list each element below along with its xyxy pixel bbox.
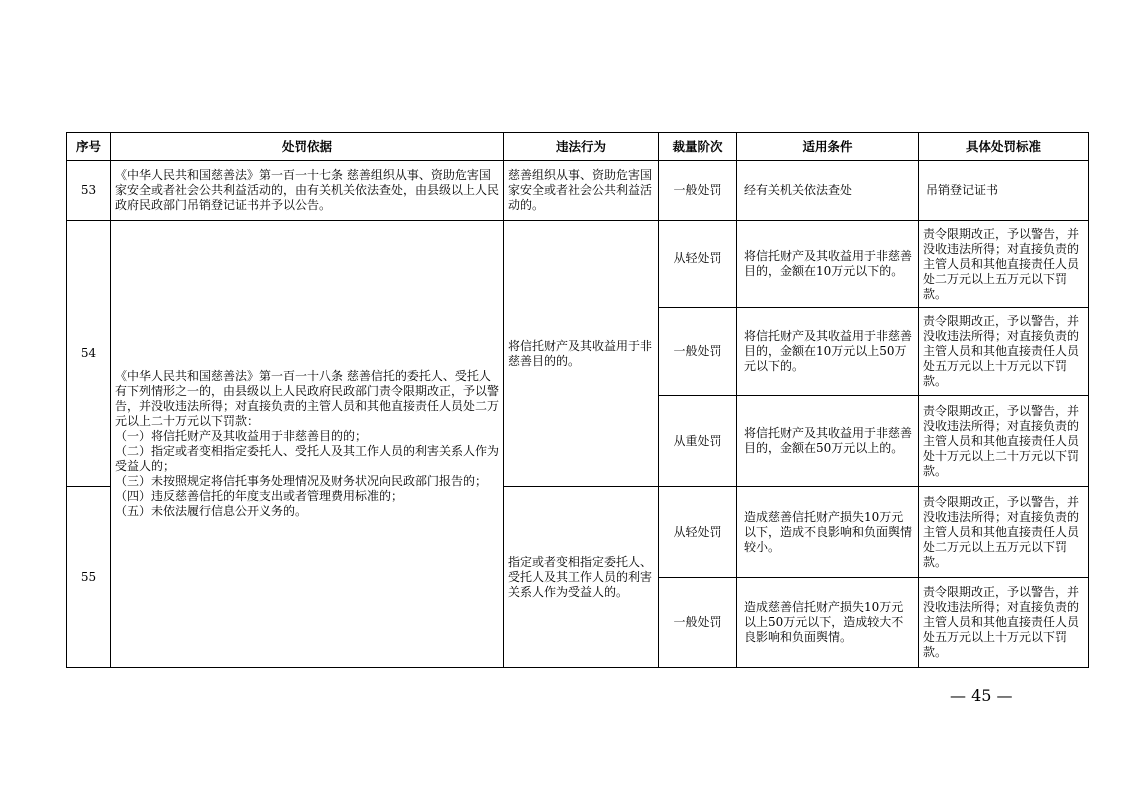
seq-cell: 55 bbox=[67, 487, 111, 668]
header-violation: 违法行为 bbox=[504, 133, 659, 161]
level-cell: 从重处罚 bbox=[659, 396, 737, 487]
condition-cell: 将信托财产及其收益用于非慈善目的，金额在50万元以上的。 bbox=[737, 396, 919, 487]
table-header-row bbox=[67, 133, 1089, 161]
table-row bbox=[67, 161, 1089, 221]
page-number: — 45 — bbox=[950, 686, 1013, 705]
level-cell: 一般处罚 bbox=[659, 161, 737, 221]
seq-cell: 53 bbox=[67, 161, 111, 221]
standard-cell: 责令限期改正，予以警告，并没收违法所得；对直接负责的主管人员和其他直接责任人员处十万元以上二十万元以下罚款。 bbox=[919, 396, 1089, 487]
level-cell: 一般处罚 bbox=[659, 308, 737, 396]
condition-cell: 经有关机关依法查处 bbox=[737, 161, 919, 221]
level-cell: 从轻处罚 bbox=[659, 487, 737, 578]
header-seq: 序号 bbox=[67, 133, 111, 161]
header-standard: 具体处罚标准 bbox=[919, 133, 1089, 161]
condition-cell: 将信托财产及其收益用于非慈善目的，金额在10万元以下的。 bbox=[737, 221, 919, 308]
violation-cell: 慈善组织从事、资助危害国家安全或者社会公共利益活动的。 bbox=[504, 161, 659, 221]
standard-cell: 吊销登记证书 bbox=[919, 161, 1089, 221]
condition-cell: 造成慈善信托财产损失10万元以下，造成不良影响和负面舆情较小。 bbox=[737, 487, 919, 578]
violation-cell: 指定或者变相指定委托人、受托人及其工作人员的利害关系人作为受益人的。 bbox=[504, 487, 659, 668]
standard-cell: 责令限期改正，予以警告，并没收违法所得；对直接负责的主管人员和其他直接责任人员处二万元以上五万元以下罚款。 bbox=[919, 487, 1089, 578]
header-basis: 处罚依据 bbox=[111, 133, 504, 161]
header-condition: 适用条件 bbox=[737, 133, 919, 161]
level-cell: 从轻处罚 bbox=[659, 221, 737, 308]
level-cell: 一般处罚 bbox=[659, 578, 737, 668]
standard-cell: 责令限期改正，予以警告，并没收违法所得；对直接负责的主管人员和其他直接责任人员处二万元以上五万元以下罚款。 bbox=[919, 221, 1089, 308]
header-level: 裁量阶次 bbox=[659, 133, 737, 161]
standard-cell: 责令限期改正，予以警告，并没收违法所得；对直接负责的主管人员和其他直接责任人员处五万元以上十万元以下罚款。 bbox=[919, 308, 1089, 396]
condition-cell: 将信托财产及其收益用于非慈善目的，金额在10万元以上50万元以下的。 bbox=[737, 308, 919, 396]
violation-cell: 将信托财产及其收益用于非慈善目的的。 bbox=[504, 221, 659, 487]
seq-cell: 54 bbox=[67, 221, 111, 487]
standard-cell: 责令限期改正，予以警告，并没收违法所得；对直接负责的主管人员和其他直接责任人员处五万元以上十万元以下罚款。 bbox=[919, 578, 1089, 668]
basis-cell: 《中华人民共和国慈善法》第一百一十七条 慈善组织从事、资助危害国家安全或者社会公共利益活动的，由有关机关依法查处，由县级以上人民政府民政部门吊销登记证书并予以公告。 bbox=[111, 161, 504, 221]
table-row bbox=[67, 221, 1089, 308]
shared-basis-cell: 《中华人民共和国慈善法》第一百一十八条 慈善信托的委托人、受托人有下列情形之一的，由县级以上人民政府民政部门责令限期改正，予以警告，并没收违法所得；对直接负责的主管人员和其他直接责任人员处二万元以上二十万元以下罚款： （一）将信托财产及其收益用于非慈善目的的； （二）指定或者变相指定委托人、受托人及其工作人员的利害关系人作为受益人的； （三）未按照规定将信托事务处理情况及财务状况向民政部门报告的； （四）违反慈善信托的年度支出或者管理费用标准的； （五）未依法履行信息公开义务的。 bbox=[111, 221, 504, 668]
condition-cell: 造成慈善信托财产损失10万元以上50万元以下，造成较大不良影响和负面舆情。 bbox=[737, 578, 919, 668]
penalty-standards-table bbox=[66, 132, 1089, 668]
